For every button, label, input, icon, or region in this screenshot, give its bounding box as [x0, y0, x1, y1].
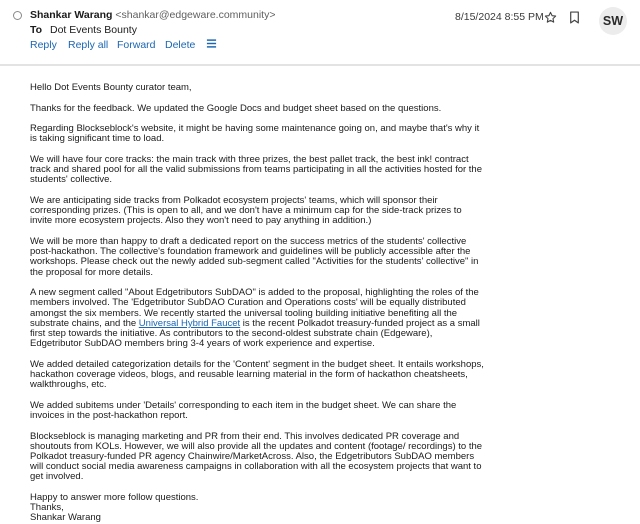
signature: Shankar Warang — [30, 512, 101, 524]
paragraph-marketing: Blockseblock is managing marketing and PR from their end. This involves dedicated PR coverage and shoutouts from KOLs. However, we will also provide all the updates and content (footage/ recordings) to the Polkadot treasury-funded PR agency Chainwire/MarketAcross. Also, the Edgetributors SubDAO members will conduct social media awareness campaigns in collaboration with all the ecosystem projects that want to get involved. — [30, 430, 483, 483]
reply-button[interactable]: Reply — [30, 39, 57, 51]
universal-hybrid-faucet-link[interactable]: Universal Hybrid Faucet — [138, 317, 241, 329]
paragraph-core-tracks: We will have four core tracks: the main track with three prizes, the best pallet track, the best ink! contract track and shared pool for all the valid submissions from teams participating in all the activities hosted for the students' collective. — [30, 153, 483, 186]
paragraph-report: We will be more than happy to draft a dedicated report on the success metrics of the students' collective post-hackathon. The collective's foundation framework and guidelines will be publicly accessible after the workshops. Please check out the newly added sub-segment called "Activities for the students' collective" in the proposal for more details. — [30, 235, 479, 278]
paragraph-subdao-text-end: is the recent Polkadot treasury-funded project as a small first step towards the initiative. As contributors to the second-oldest substrate chain (Edgeware), Edgetributor SubDAO members bring 3-4 years of work experience and expertise. — [30, 317, 480, 350]
sender-line — [30, 9, 275, 21]
message-date: 8/15/2024 8:55 PM — [455, 11, 544, 23]
paragraph-website: Regarding Blockseblock's website, it might be having some maintenance going on, and maybe that's why it is taking significant time to load. — [30, 123, 480, 145]
paragraph-subdao-text: A new segment called "About Edgetributors SubDAO" is added to the proposal, highlighting the roles of the members involved. The 'Edgetributor SubDAO Curation and Operations costs' will be equally distributed amongst the six members. We recently started the universal tooling building initiative benefiting all the substrate chains, and the — [30, 287, 479, 329]
bookmark-button[interactable] — [565, 8, 583, 26]
closing-line: Happy to answer more follow questions. — [30, 492, 199, 503]
message-body — [30, 83, 485, 524]
star-icon — [544, 11, 557, 24]
recipient-line — [30, 24, 137, 36]
delete-button[interactable]: Delete — [165, 39, 196, 51]
greeting: Hello Dot Events Bounty curator team, — [30, 82, 192, 93]
paragraph-content: We added detailed categorization details for the 'Content' segment in the budget sheet. It entails workshops, hackathon coverage videos, blogs, and reusable learning material in the form of hackathon cheatsheets, walkthroughs, etc. — [30, 358, 484, 391]
paragraph-side-tracks: We are anticipating side tracks from Polkadot ecosystem projects' teams, which will sponsor their corresponding prizes. (This is open to all, and we don't have a minimum cap for the side-track prizes to invite more ecosystem projects. Also they won't need to pay anything in addition.) — [30, 194, 462, 227]
recipient-name[interactable]: Dot Events Bounty — [49, 24, 137, 36]
more-actions-button[interactable] — [206, 38, 217, 52]
message-header — [0, 0, 640, 64]
paragraph-subitems: We added subitems under 'Details' corresponding to each item in the budget sheet. We can share the invoices in the post-hackathon report. — [30, 399, 457, 421]
avatar[interactable]: SW — [599, 7, 627, 35]
forward-button[interactable]: Forward — [117, 39, 156, 51]
paragraph-subdao — [30, 288, 485, 349]
header-divider — [0, 64, 640, 66]
circle-icon[interactable] — [13, 11, 22, 20]
paragraph-feedback: Thanks for the feedback. We updated the Google Docs and budget sheet based on the questions. — [30, 102, 442, 114]
hamburger-menu-icon — [206, 38, 217, 49]
star-button[interactable] — [541, 8, 559, 26]
sign-off: Thanks, — [30, 502, 64, 514]
bookmark-icon — [569, 11, 580, 24]
reply-all-button[interactable]: Reply all — [68, 39, 109, 51]
sender-name[interactable]: Shankar Warang — [30, 9, 113, 21]
sender-email[interactable]: <shankar@edgeware.community> — [115, 9, 276, 21]
to-label: To — [30, 24, 43, 36]
